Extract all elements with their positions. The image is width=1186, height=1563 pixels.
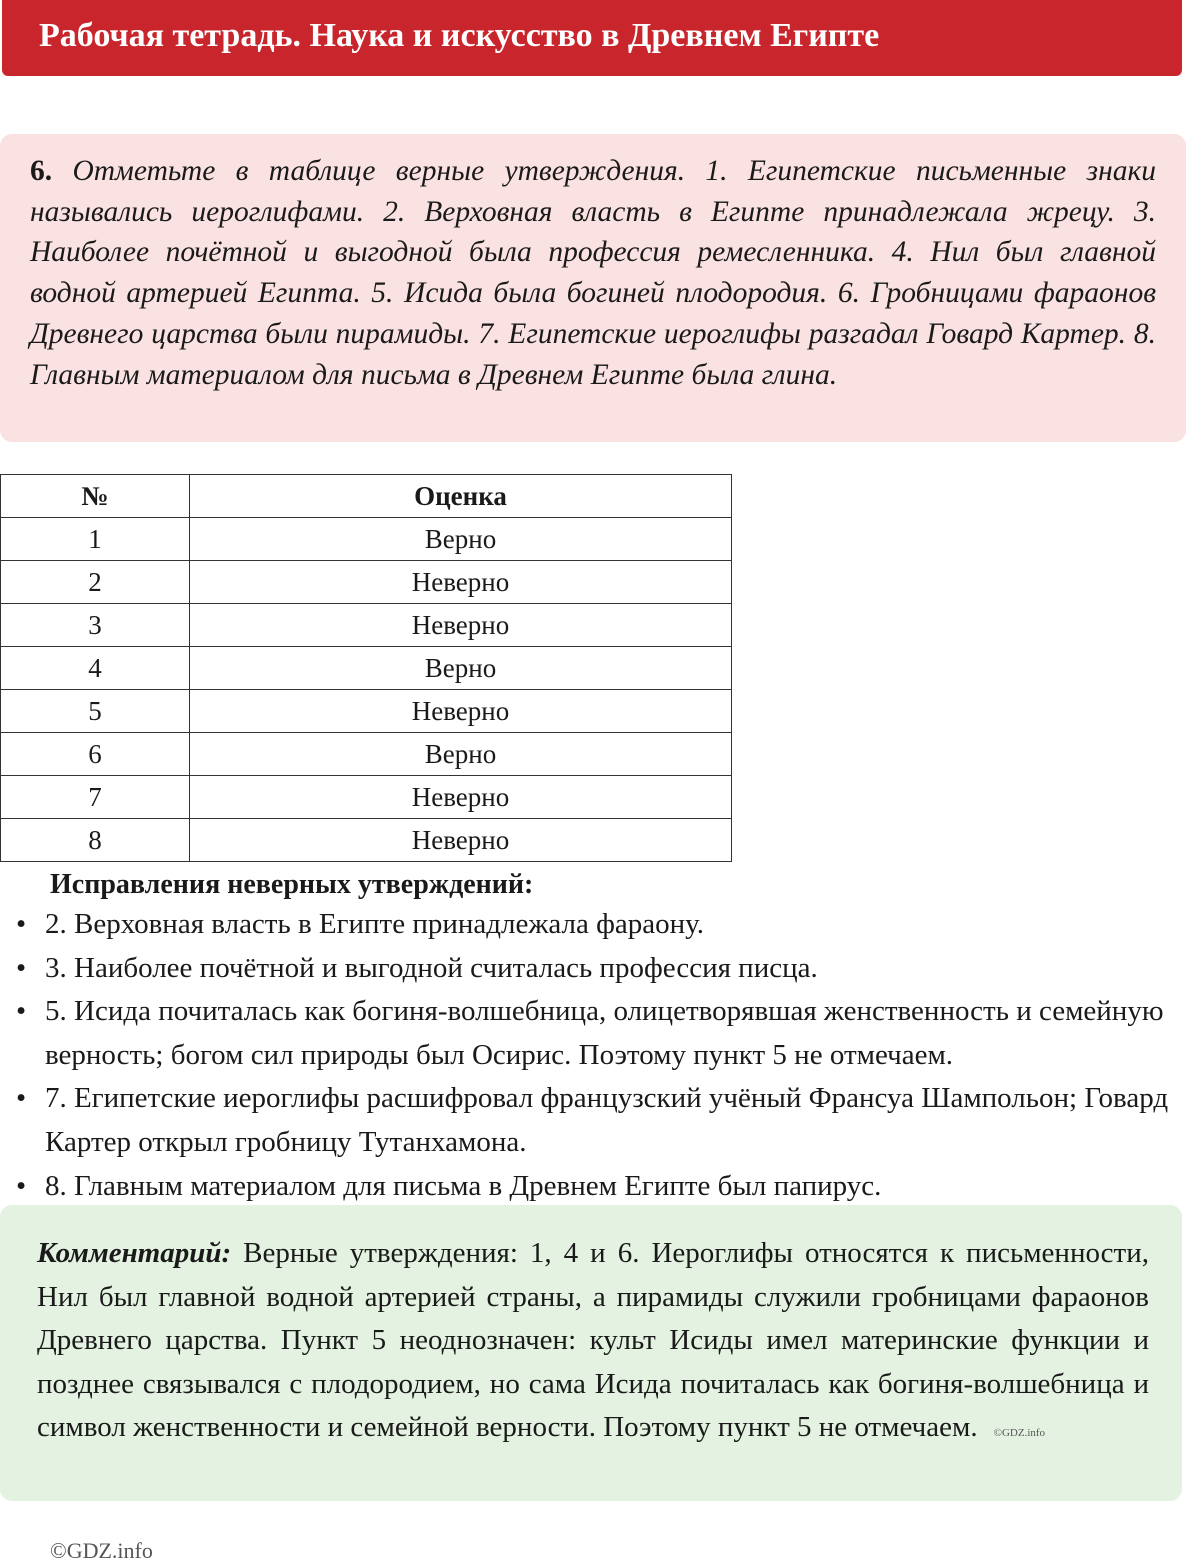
row-number: 1 bbox=[1, 518, 190, 561]
task-number: 6. bbox=[30, 155, 53, 187]
row-number: 7 bbox=[1, 776, 190, 819]
answers-table bbox=[0, 474, 732, 862]
comment-text: Верные утверждения: 1, 4 и 6. Иероглифы относятся к письменности, Нил был главной водной артерией страны, а пирамиды служили гробницами фараонов Древнего царства. Пункт 5 неоднозначен: культ Исиды имел материнские функции и позднее связывался с плодородием, но сама Исида почиталась как богиня-волшебница и символ женственности и семейной верности. Поэтому пункт 5 не отмечаем. bbox=[37, 1237, 1149, 1444]
footer-watermark: ©GDZ.info bbox=[50, 1538, 153, 1563]
list-item: • 7. Египетские иероглифы расшифровал французский учёный Франсуа Шампольон; Говард Картер открыл гробницу Тутанхамона. bbox=[0, 1077, 1186, 1164]
task-text: Отметьте в таблице верные утверждения. 1. Египетские письменные знаки назывались иероглифами. 2. Верховная власть в Египте принадлежала жрецу. 3. Наиболее почётной и выгодной была профессия ремесленника. 4. Нил был главной водной артерией Египта. 5. Исида была богиней плодородия. 6. Гробницами фараонов Древнего царства были пирамиды. 7. Египетские иероглифы разгадал Говард Картер. 8. Главным материалом для письма в Древнем Египте была глина. bbox=[30, 155, 1157, 391]
table-header-row bbox=[1, 475, 732, 518]
table-row bbox=[1, 604, 732, 647]
list-item: • 8. Главным материалом для письма в Древнем Египте был папирус. bbox=[0, 1165, 1186, 1209]
list-item: • 3. Наиболее почётной и выгодной считалась профессия писца. bbox=[0, 947, 1186, 991]
column-header-grade: Оценка bbox=[190, 475, 732, 518]
row-grade: Верно bbox=[190, 733, 732, 776]
corrections-list bbox=[0, 903, 1186, 1208]
table-row bbox=[1, 647, 732, 690]
page-title: Рабочая тетрадь. Наука и искусство в Древнем Египте bbox=[39, 17, 880, 54]
row-number: 8 bbox=[1, 819, 190, 862]
table-row bbox=[1, 518, 732, 561]
comment-label: Комментарий: bbox=[37, 1237, 232, 1269]
watermark-small: ©GDZ.info bbox=[993, 1427, 1046, 1440]
row-number: 4 bbox=[1, 647, 190, 690]
row-grade: Неверно bbox=[190, 690, 732, 733]
table-row bbox=[1, 776, 732, 819]
row-number: 2 bbox=[1, 561, 190, 604]
row-grade: Неверно bbox=[190, 561, 732, 604]
row-grade: Неверно bbox=[190, 819, 732, 862]
row-number: 3 bbox=[1, 604, 190, 647]
row-grade: Неверно bbox=[190, 776, 732, 819]
row-number: 6 bbox=[1, 733, 190, 776]
comment bbox=[37, 1232, 1149, 1456]
table-row bbox=[1, 690, 732, 733]
list-item: • 5. Исида почиталась как богиня-волшебница, олицетворявшая женственность и семейную верность; богом сил природы был Осирис. Поэтому пункт 5 не отмечаем. bbox=[0, 990, 1186, 1077]
task-statement bbox=[30, 151, 1156, 395]
list-item: • 2. Верховная власть в Египте принадлежала фараону. bbox=[0, 903, 1186, 947]
page-header bbox=[2, 0, 1182, 76]
table-row bbox=[1, 561, 732, 604]
row-grade: Неверно bbox=[190, 604, 732, 647]
column-header-number: № bbox=[1, 475, 190, 518]
corrections-title: Исправления неверных утверждений: bbox=[50, 869, 534, 900]
row-grade: Верно bbox=[190, 647, 732, 690]
row-grade: Верно bbox=[190, 518, 732, 561]
table-row bbox=[1, 819, 732, 862]
table-row bbox=[1, 733, 732, 776]
row-number: 5 bbox=[1, 690, 190, 733]
